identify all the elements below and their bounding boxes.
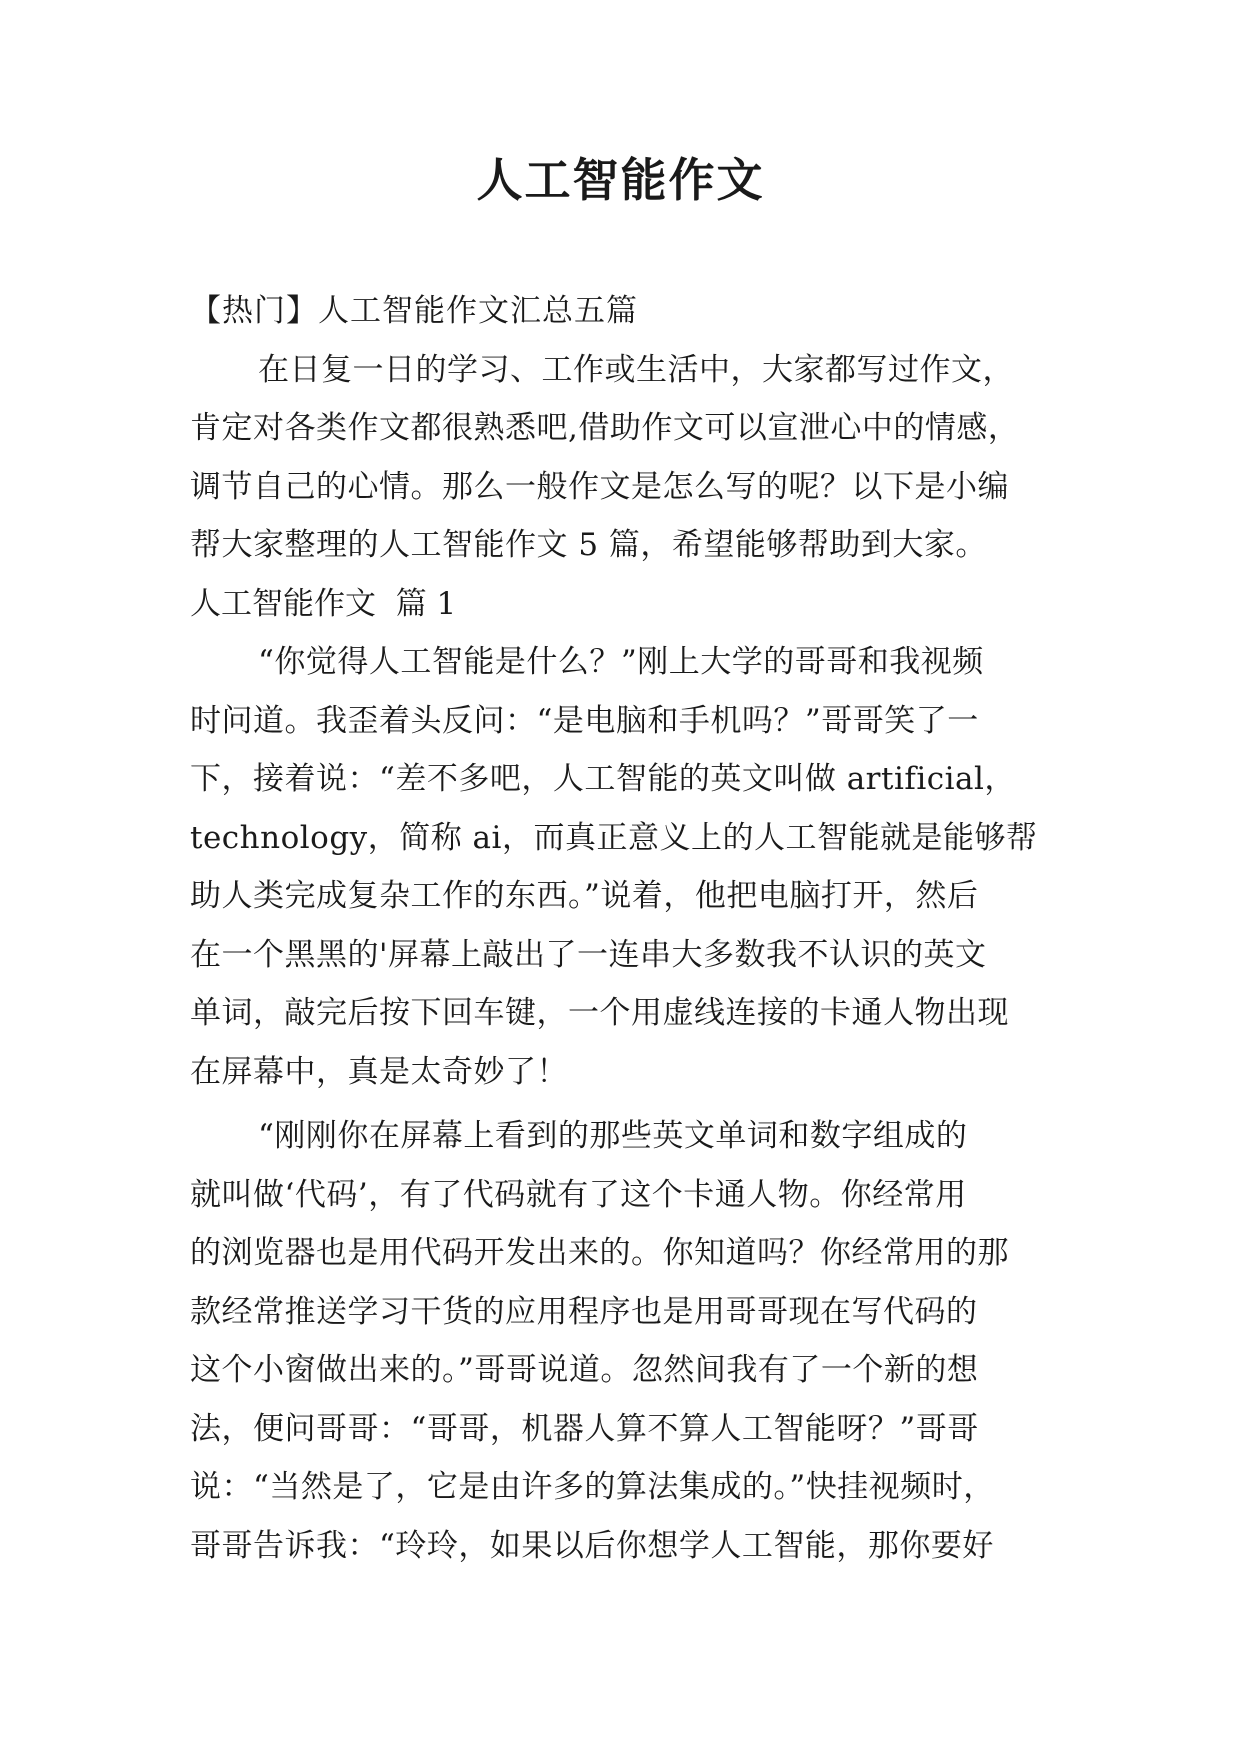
paragraph-line: 的浏览器也是用代码开发出来的。你知道吗？你经常用的那 <box>190 1235 1009 1271</box>
paragraph-line: 法，便问哥哥：“哥哥，机器人算不算人工智能呀？”哥哥 <box>190 1410 979 1447</box>
paragraph-line: “你觉得人工智能是什么？”刚上大学的哥哥和我视频 <box>258 644 984 680</box>
paragraph-line: 单词，敲完后按下回车键，一个用虚线连接的卡通人物出现 <box>190 995 1009 1031</box>
intro-line: 肯定对各类作文都很熟悉吧,借助作文可以宣泄心中的情感， <box>190 410 1020 446</box>
intro-line: 帮大家整理的人工智能作文 5 篇，希望能够帮助到大家。 <box>190 527 987 563</box>
paragraph-line: 哥哥告诉我：“玲玲，如果以后你想学人工智能，那你要好 <box>190 1527 994 1564</box>
intro-line: 调节自己的心情。那么一般作文是怎么写的呢？以下是小编 <box>190 468 1009 505</box>
paragraph-line: 在一个黑黑的'屏幕上敲出了一连串大多数我不认识的英文 <box>190 936 987 973</box>
paragraph-line: 说：“当然是了，它是由许多的算法集成的。”快挂视频时， <box>190 1469 995 1505</box>
paragraph-line: “刚刚你在屏幕上看到的那些英文单词和数字组成的 <box>258 1118 968 1154</box>
paragraph-line: 这个小窗做出来的。”哥哥说道。忽然间我有了一个新的想 <box>190 1352 979 1388</box>
document-title: 人工智能作文 <box>476 153 765 207</box>
paragraph-line: 就叫做‘代码’，有了代码就有了这个卡通人物。你经常用 <box>190 1176 967 1213</box>
paragraph-line: 助人类完成复杂工作的东西。”说着，他把电脑打开，然后 <box>190 878 979 914</box>
intro-line: 在日复一日的学习、工作或生活中，大家都写过作文， <box>258 351 1014 388</box>
subheading: 【热门】人工智能作文汇总五篇 <box>190 293 638 329</box>
section-heading: 人工智能作文 篇 1 <box>190 585 457 622</box>
paragraph-line: 下，接着说：“差不多吧，人工智能的英文叫做 artificial， <box>190 761 1016 797</box>
paragraph-line: 在屏幕中，真是太奇妙了！ <box>190 1053 568 1090</box>
paragraph-line: 时问道。我歪着头反问：“是电脑和手机吗？”哥哥笑了一 <box>190 702 979 739</box>
paragraph-line: technology，简称 ai，而真正意义上的人工智能就是能够帮 <box>190 819 1038 856</box>
document-body <box>190 282 1070 1575</box>
paragraph-line: 款经常推送学习干货的应用程序也是用哥哥现在写代码的 <box>190 1293 978 1330</box>
